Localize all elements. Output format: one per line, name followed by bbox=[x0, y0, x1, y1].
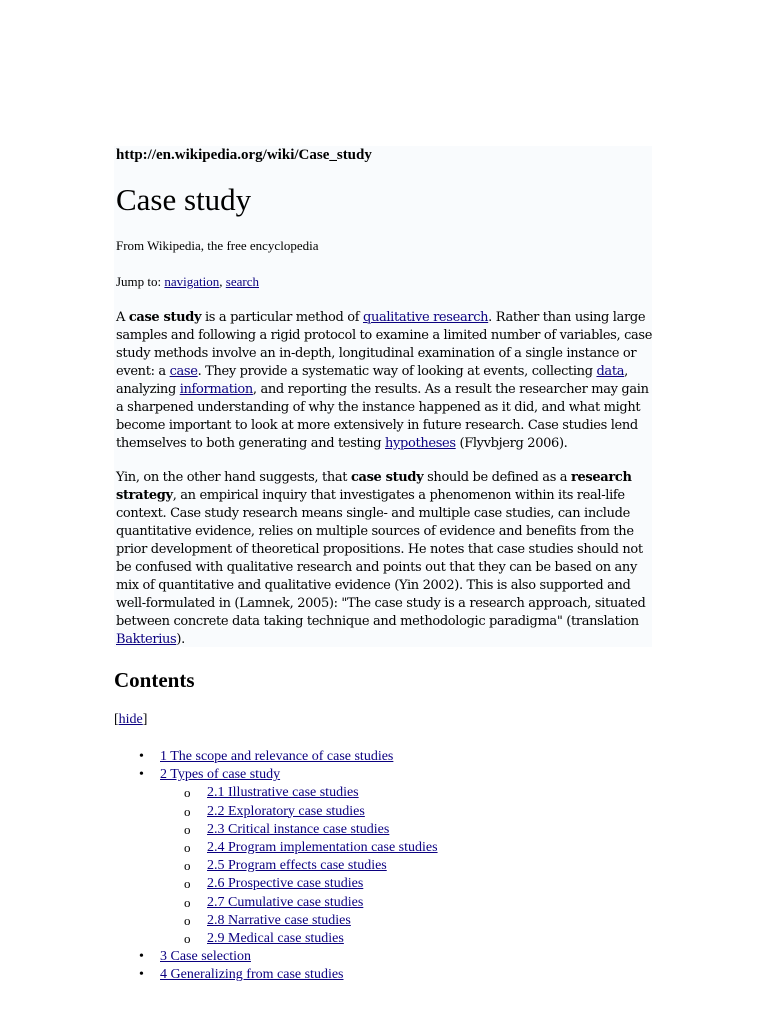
jump-prefix: Jump to: bbox=[116, 274, 165, 289]
text: , analyzing bbox=[116, 364, 628, 397]
toc-link[interactable]: 2.5 Program effects case studies bbox=[207, 858, 387, 874]
toc-link[interactable]: 2.7 Cumulative case studies bbox=[207, 894, 364, 910]
page-title: Case study bbox=[116, 182, 252, 217]
jump-links bbox=[116, 274, 259, 290]
toc-link[interactable]: 2.6 Prospective case studies bbox=[207, 876, 364, 892]
toc-link[interactable]: 2.3 Critical instance case studies bbox=[207, 821, 390, 837]
information-link[interactable]: information bbox=[179, 382, 253, 397]
bakterius-link[interactable]: Bakterius bbox=[116, 632, 177, 647]
toc-link[interactable]: 4 Generalizing from case studies bbox=[160, 967, 344, 983]
toc-link[interactable]: 2.4 Program implementation case studies bbox=[207, 839, 438, 855]
contents-heading: Contents bbox=[114, 668, 195, 692]
toc-item bbox=[160, 857, 438, 875]
tagline: From Wikipedia, the free encyclopedia bbox=[116, 238, 319, 253]
text: . Rather than using large samples and following a rigid protocol to examine a limited number of variables, case study methods involve an in-depth, longitudinal examination of a single instance or event: a bbox=[116, 310, 653, 379]
jump-separator: , bbox=[219, 274, 226, 289]
toc-item bbox=[160, 821, 438, 839]
hypotheses-link[interactable]: hypotheses bbox=[384, 436, 456, 451]
toc-item bbox=[160, 803, 438, 821]
bold-term: research strategy bbox=[116, 470, 632, 503]
toc-item bbox=[160, 875, 438, 893]
page-url: http://en.wikipedia.org/wiki/Case_study bbox=[116, 147, 372, 163]
bold-term: case study bbox=[128, 310, 202, 325]
text: A bbox=[116, 310, 129, 325]
toc-item bbox=[160, 894, 438, 912]
bracket: ] bbox=[142, 712, 148, 727]
toc-link[interactable]: 1 The scope and relevance of case studies bbox=[160, 749, 394, 764]
toc-link[interactable]: 3 Case selection bbox=[160, 949, 251, 965]
bold-term: case study bbox=[350, 470, 424, 485]
toc-link[interactable]: 2 Types of case study bbox=[160, 767, 281, 783]
toc-link[interactable]: 2.1 Illustrative case studies bbox=[207, 785, 359, 801]
bracket: [ bbox=[114, 712, 119, 727]
toc-item bbox=[160, 839, 438, 857]
text: . They provide a systematic way of looking at events, collecting bbox=[197, 364, 597, 379]
toc-item bbox=[160, 930, 438, 948]
toc-item bbox=[160, 948, 438, 966]
toc-item bbox=[160, 784, 438, 802]
navigation-link[interactable]: navigation bbox=[164, 274, 220, 289]
search-link[interactable]: search bbox=[225, 274, 259, 289]
text: should be defined as a bbox=[423, 470, 571, 485]
text: , and reporting the results. As a result the researcher may gain a sharpened understanding of why the instance happened as it did, and what might become important to look at more extensively in future research. Case studies lend themselves to both generating and testing bbox=[116, 382, 649, 451]
yin-paragraph bbox=[116, 469, 656, 649]
table-of-contents bbox=[160, 748, 438, 984]
intro-paragraph bbox=[116, 309, 656, 453]
text: is a particular method of bbox=[201, 310, 363, 325]
qualitative-research-link[interactable]: qualitative research bbox=[362, 310, 489, 325]
toc-link[interactable]: 2.9 Medical case studies bbox=[207, 930, 344, 946]
case-link[interactable]: case bbox=[169, 364, 198, 379]
text: (Flyvbjerg 2006). bbox=[455, 436, 568, 451]
toc-link[interactable]: 2.2 Exploratory case studies bbox=[207, 803, 365, 819]
text: Yin, on the other hand suggests, that bbox=[116, 470, 351, 485]
toc-item bbox=[160, 766, 438, 784]
data-link[interactable]: data bbox=[596, 364, 625, 379]
hide-link[interactable]: hide bbox=[118, 712, 143, 727]
text: , an empirical inquiry that investigates a phenomenon within its real-life context. Case study research means single- and multiple case studies, can include quantitative evidence, relies on multiple sources of evidence and benefits from the prior development of theoretical propositions. He notes that case studies should not be confused with qualitative research and points out that they can be based on any mix of quantitative and qualitative evidence (Yin 2002). This is also supported and well-formulated in (Lamnek, 2005): "The case study is a research approach, situated between concrete data taking technique and methodologic paradigma" (translation bbox=[116, 488, 646, 629]
toc-item bbox=[160, 748, 438, 766]
text: ). bbox=[176, 632, 185, 647]
toc-link[interactable]: 2.8 Narrative case studies bbox=[207, 912, 351, 928]
toc-toggle bbox=[114, 712, 147, 728]
toc-item bbox=[160, 912, 438, 930]
toc-item bbox=[160, 966, 438, 984]
